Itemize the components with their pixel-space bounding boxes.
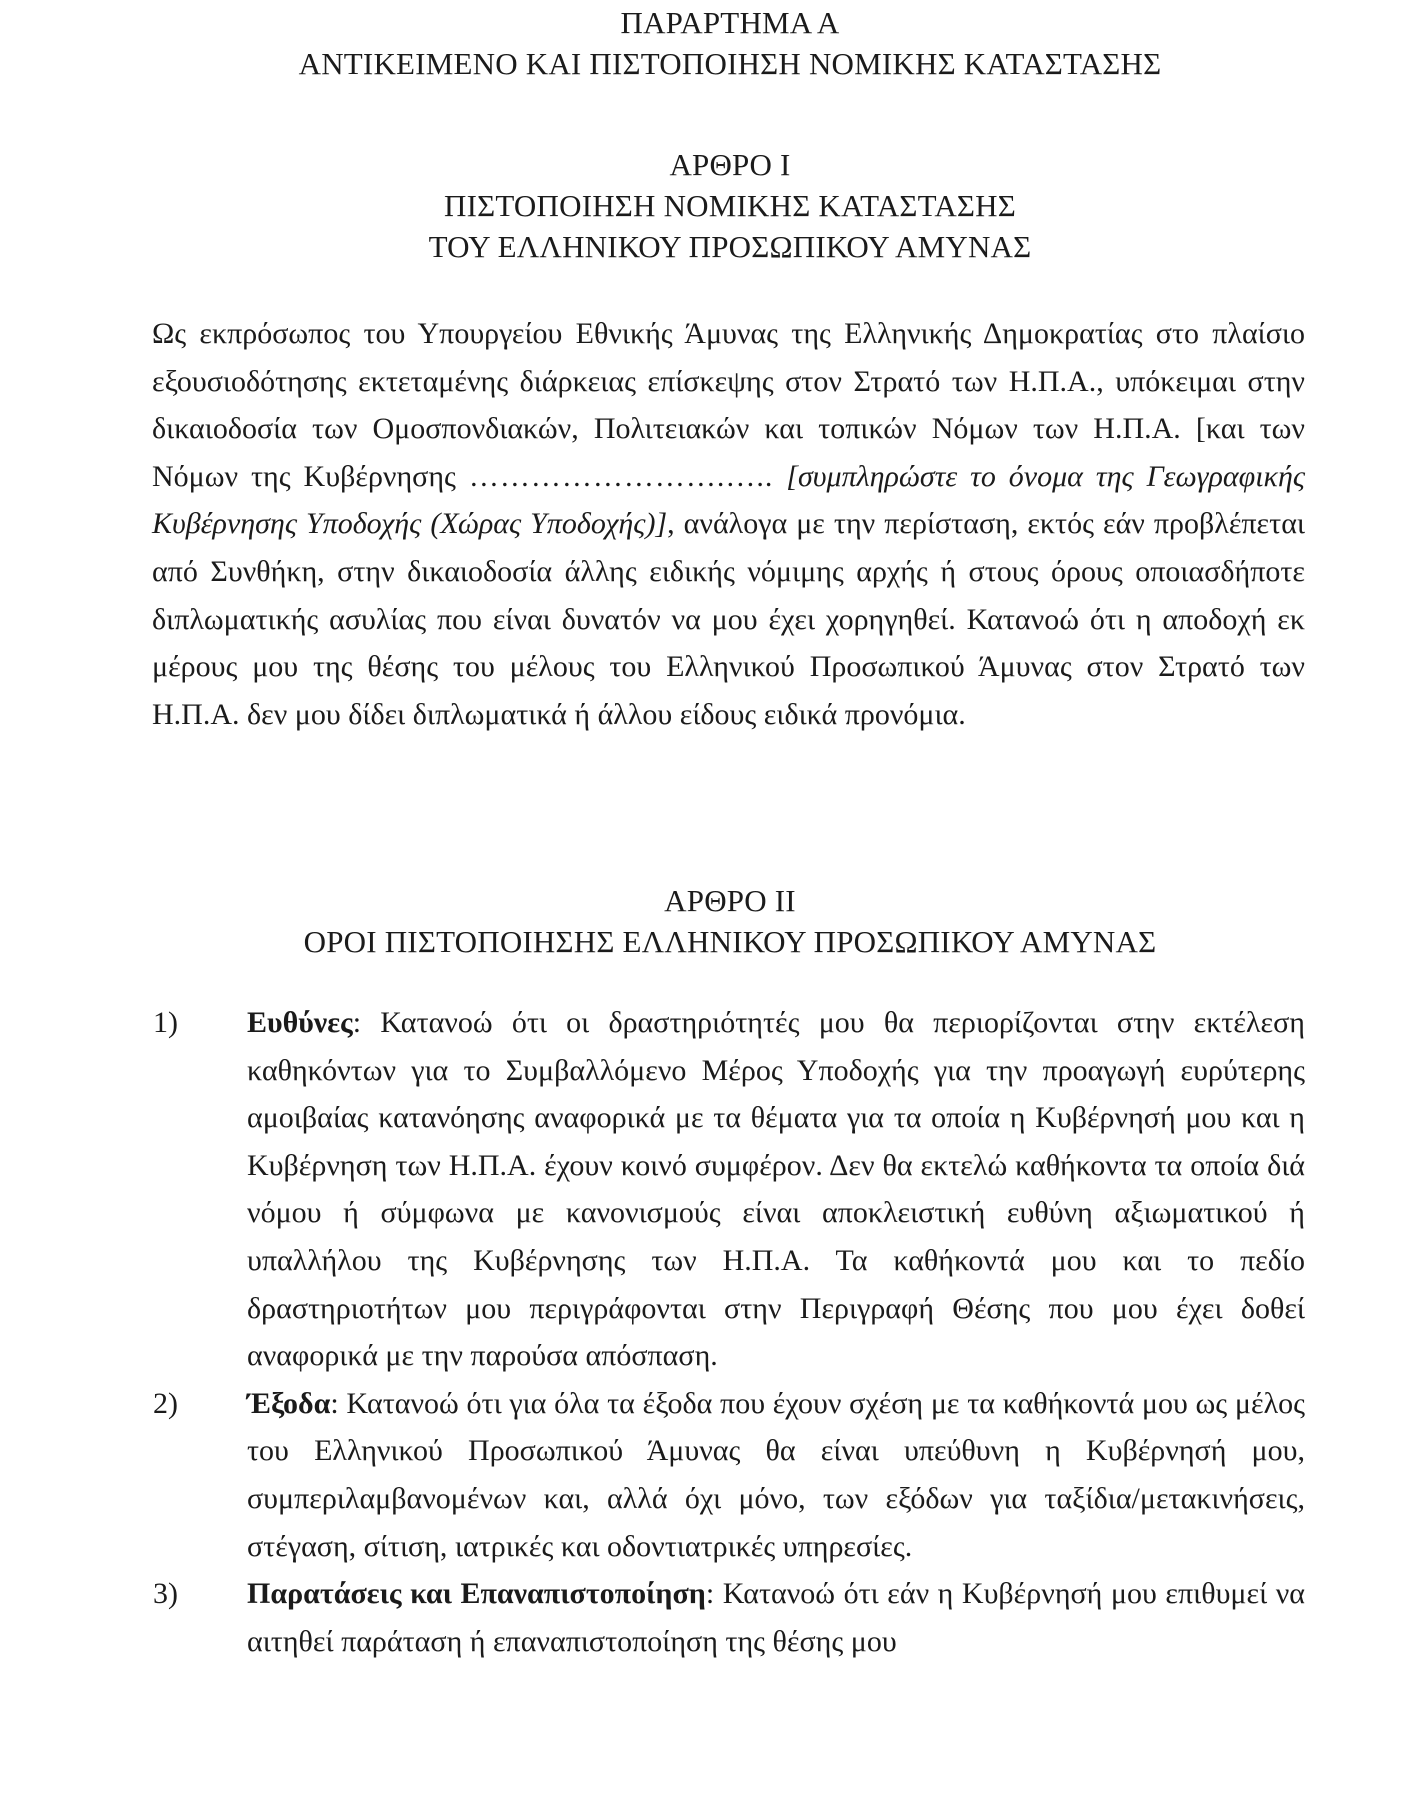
item-heading: Έξοδα xyxy=(247,1386,331,1420)
annex-heading xyxy=(150,2,1310,84)
article-2-items xyxy=(152,999,1305,1665)
annex-title: ΠΑΡΑΡΤΗΜΑ Α xyxy=(620,5,840,40)
article-2-subtitle: ΟΡΟΙ ΠΙΣΤΟΠΟΙΗΣΗΣ ΕΛΛΗΝΙΚΟΥ ΠΡΟΣΩΠΙΚΟΥ ΑΜΥΝΑΣ xyxy=(303,924,1157,959)
article-2-heading xyxy=(150,880,1310,962)
article-1-subtitle-line2: ΤΟΥ ΕΛΛΗΝΙΚΟΥ ΠΡΟΣΩΠΙΚΟΥ ΑΜΥΝΑΣ xyxy=(428,229,1032,264)
item-heading: Παρατάσεις και Επαναπιστοποίηση xyxy=(247,1577,706,1611)
list-item xyxy=(152,1380,1305,1570)
article-1-subtitle-line1: ΠΙΣΤΟΠΟΙΗΣΗ ΝΟΜΙΚΗΣ ΚΑΤΑΣΤΑΣΗΣ xyxy=(444,188,1016,223)
article-1-body xyxy=(152,310,1305,738)
article-1-blank-field: …………………….….. xyxy=(468,459,774,493)
item-number: 2) xyxy=(153,1386,178,1420)
article-2-title: ΑΡΘΡΟ ΙΙ xyxy=(664,883,796,918)
item-number: 3) xyxy=(153,1577,178,1611)
list-item xyxy=(152,1570,1305,1665)
article-1-italic-instruction: [συμπληρώστε το όνομα της Γεωγραφικής Κυβέρνησης Υποδοχής (Χώρας Υποδοχής)] xyxy=(152,459,1305,541)
annex-subtitle: ΑΝΤΙΚΕΙΜΕΝΟ ΚΑΙ ΠΙΣΤΟΠΟΙΗΣΗ ΝΟΜΙΚΗΣ ΚΑΤΑΣΤΑΣΗΣ xyxy=(298,46,1162,81)
item-number: 1) xyxy=(153,1006,178,1039)
item-text: : Κατανοώ ότι οι δραστηριότητές μου θα περιορίζονται στην εκτέλεση καθηκόντων για το Συμβαλλόμενο Μέρος Υποδοχής για την προαγωγή ευρύτερης αμοιβαίας κατανόησης αναφορικά με τα θέματα για τα οποία η Κυβέρνησή μου και η Κυβέρνηση των Η.Π.Α. έχουν κοινό συμφέρον. Δεν θα εκτελώ καθήκοντα τα οποία διά νόμου ή σύμφωνα με κανονισμούς είναι αποκλειστική ευθύνη αξιωματικού ή υπαλλήλου της Κυβέρνησης των Η.Π.Α. Τα καθήκοντά μου και το πεδίο δραστηριοτήτων μου περιγράφονται στην Περιγραφή Θέσης που μου έχει δοθεί αναφορικά με την παρούσα απόσπαση. xyxy=(247,1006,1305,1373)
article-1-body-part1: Ως εκπρόσωπος του Υπουργείου Εθνικής Άμυνας της Ελληνικής Δημοκρατίας στο πλαίσιο εξουσιοδότησης εκτεταμένης διάρκειας επίσκεψης στον Στρατό των Η.Π.Α., υπόκειμαι στην δικαιοδοσία των Ομοσπονδιακών, Πολιτειακών και τοπικών Νόμων των Η.Π.Α. [και των Νόμων της Κυβέρνησης xyxy=(152,317,1305,493)
item-text: : Κατανοώ ότι για όλα τα έξοδα που έχουν σχέση με τα καθήκοντά μου ως μέλος του Ελληνικού Προσωπικού Άμυνας θα είναι υπεύθυνη η Κυβέρνησή μου, συμπεριλαμβανομένων και, αλλά όχι μόνο, των εξόδων για ταξίδια/μετακινήσεις, στέγαση, σίτιση, ιατρικές και οδοντιατρικές υπηρεσίες. xyxy=(247,1386,1305,1563)
article-1-heading xyxy=(150,144,1310,267)
item-heading: Ευθύνες xyxy=(247,1006,353,1039)
list-item xyxy=(152,999,1305,1380)
article-1-title: ΑΡΘΡΟ Ι xyxy=(669,147,791,182)
item-text: : Κατανοώ ότι εάν η Κυβέρνησή μου επιθυμεί να αιτηθεί παράταση ή επαναπιστοποίηση της θέσης μου xyxy=(247,1577,1305,1658)
article-1-body-part2: , ανάλογα με την περίσταση, εκτός εάν προβλέπεται από Συνθήκη, στην δικαιοδοσία άλλης ειδικής νόμιμης αρχής ή στους όρους οποιασδήποτε διπλωματικής ασυλίας που είναι δυνατόν να μου έχει χορηγηθεί. Κατανοώ ότι η αποδοχή εκ μέρους μου της θέσης του μέλους του Ελληνικού Προσωπικού Άμυνας στον Στρατό των Η.Π.Α. δεν μου δίδει διπλωματικά ή άλλου είδους ειδικά προνόμια. xyxy=(152,507,1306,731)
